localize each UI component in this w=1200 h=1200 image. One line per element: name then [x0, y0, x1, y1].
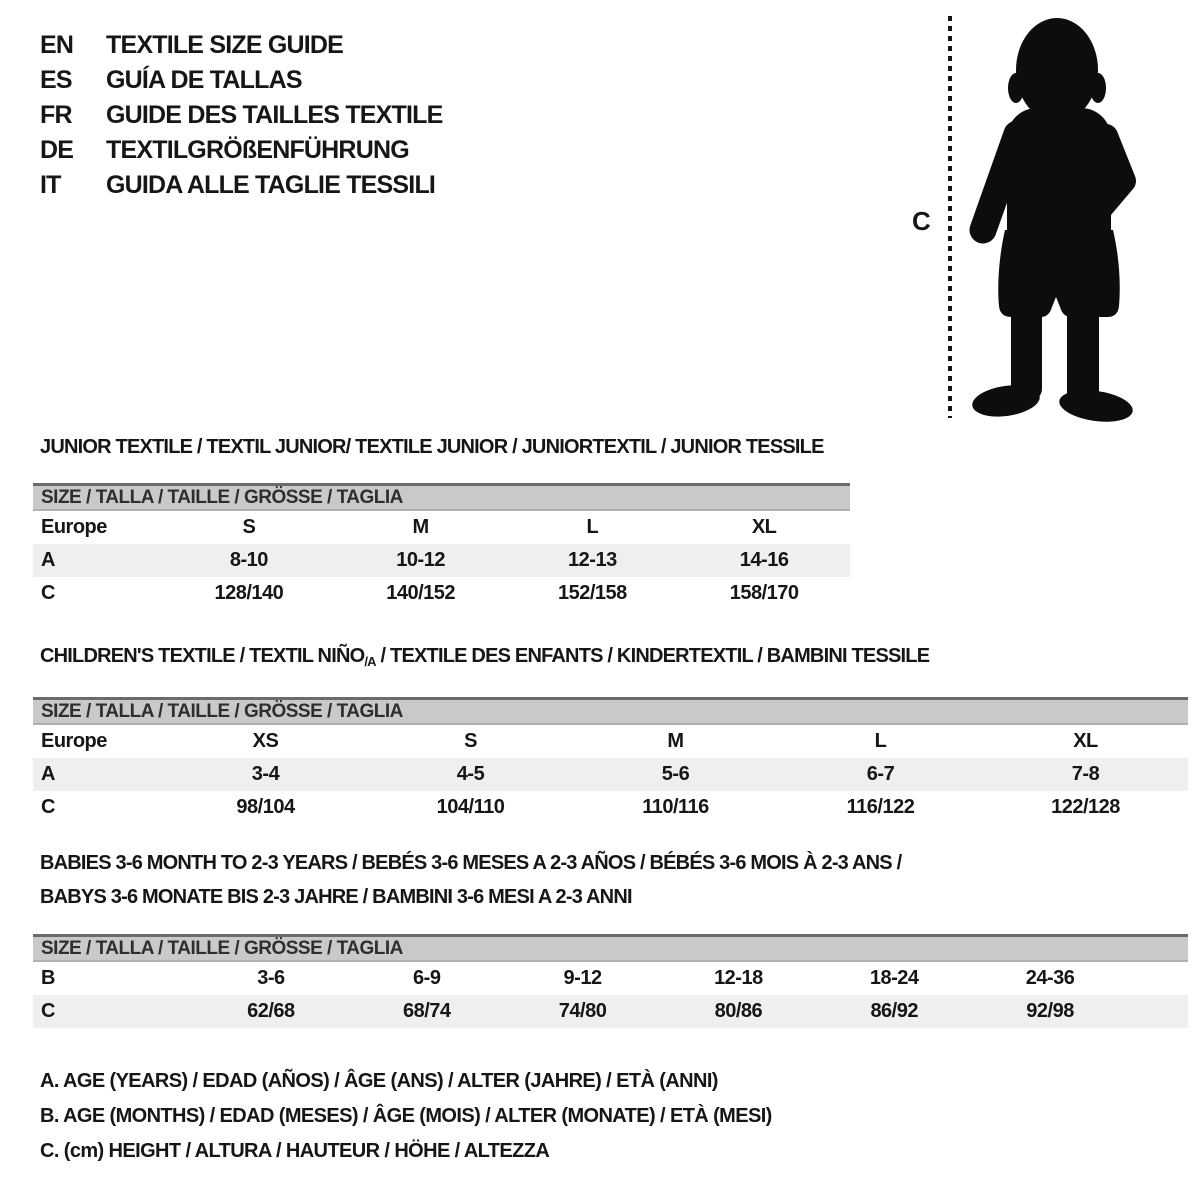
table-cell: M — [667, 730, 684, 752]
row-label: A — [41, 549, 55, 571]
table-cell: 14-16 — [739, 549, 789, 571]
language-code: DE — [40, 136, 74, 164]
table-cell: XL — [751, 516, 777, 538]
footnotes — [40, 1064, 772, 1169]
table-cell: 24-36 — [1025, 967, 1075, 989]
table-cell: 98/104 — [236, 796, 295, 818]
footnote-b: B. AGE (MONTHS) / EDAD (MESES) / ÂGE (MOIS) / ALTER (MONATE) / ETÀ (MESI) — [40, 1105, 772, 1127]
table-cell: 68/74 — [402, 1000, 451, 1022]
table-cell: S — [242, 516, 256, 538]
language-code: IT — [40, 171, 61, 199]
row-label: Europe — [41, 516, 107, 538]
language-row — [40, 98, 443, 133]
table-row — [33, 791, 1188, 824]
row-label: C — [41, 1000, 55, 1022]
language-title: GUIDA ALLE TAGLIE TESSILI — [106, 171, 436, 199]
table-cell: 158/170 — [729, 582, 799, 604]
language-row — [40, 133, 443, 168]
table-row — [33, 511, 850, 544]
language-list — [40, 28, 443, 203]
table-cell: 8-10 — [229, 549, 268, 571]
table-cell: 12-13 — [568, 549, 617, 571]
table-cell: 9-12 — [563, 967, 602, 989]
table-cell: 128/140 — [214, 582, 284, 604]
table-cell: 3-4 — [251, 763, 280, 785]
language-row — [40, 28, 443, 63]
language-code: ES — [40, 66, 72, 94]
table-cell: 86/92 — [870, 1000, 918, 1022]
table-cell: 12-18 — [714, 967, 763, 989]
row-label: C — [41, 582, 55, 604]
table-cell: 6-7 — [866, 763, 895, 785]
table-row — [33, 995, 1188, 1028]
row-label: A — [41, 763, 55, 785]
height-measure-line — [948, 16, 952, 418]
table-cell: 5-6 — [661, 763, 690, 785]
table-row — [33, 725, 1188, 758]
footnote-c: C. (cm) HEIGHT / ALTURA / HAUTEUR / HÖHE / ALTEZZA — [40, 1140, 550, 1162]
table-cell: L — [874, 730, 887, 752]
table-cell: 140/152 — [386, 582, 456, 604]
babies-heading-line2: BABYS 3-6 MONATE BIS 2-3 JAHRE / BAMBINI 3-6 MESI A 2-3 ANNI — [40, 886, 632, 908]
children-section — [33, 645, 1188, 824]
children-heading-subscript: /A — [364, 654, 376, 669]
table-cell: 122/128 — [1051, 796, 1120, 818]
height-measure-label: C — [912, 206, 931, 236]
table-cell: XL — [1073, 730, 1098, 752]
table-cell: L — [586, 516, 599, 538]
children-heading-suffix: / TEXTILE DES ENFANTS / KINDERTEXTIL / BAMBINI TESSILE — [375, 645, 930, 667]
table-cell: 10-12 — [396, 549, 445, 571]
language-title: GUÍA DE TALLAS — [106, 66, 302, 94]
table-cell: 3-6 — [257, 967, 285, 989]
babies-section — [33, 846, 1188, 1028]
table-cell: 6-9 — [413, 967, 441, 989]
table-cell: 4-5 — [456, 763, 485, 785]
table-cell: 80/86 — [714, 1000, 763, 1022]
table-row — [33, 962, 1188, 995]
children-heading-prefix: CHILDREN'S TEXTILE / TEXTIL NIÑO — [40, 645, 365, 667]
row-label: C — [41, 796, 55, 818]
language-title: GUIDE DES TAILLES TEXTILE — [106, 101, 443, 129]
row-label: Europe — [41, 730, 107, 752]
babies-heading-line1: BABIES 3-6 MONTH TO 2-3 YEARS / BEBÉS 3-6 MESES A 2-3 AÑOS / BÉBÉS 3-6 MOIS À 2-3 ANS / — [40, 852, 902, 874]
table-cell: 18-24 — [869, 967, 919, 989]
junior-heading: JUNIOR TEXTILE / TEXTIL JUNIOR/ TEXTILE JUNIOR / JUNIORTEXTIL / JUNIOR TESSILE — [40, 436, 824, 458]
table-row — [33, 758, 1188, 791]
table-cell: 62/68 — [247, 1000, 295, 1022]
table-cell: 110/116 — [642, 796, 709, 818]
table-cell: XS — [252, 730, 279, 752]
language-row — [40, 63, 443, 98]
language-row — [40, 168, 443, 203]
children-heading — [33, 645, 1188, 673]
language-code: FR — [40, 101, 72, 129]
language-title: TEXTILGRÖßENFÜHRUNG — [106, 136, 409, 164]
toddler-silhouette-icon — [955, 14, 1145, 422]
footnote-a: A. AGE (YEARS) / EDAD (AÑOS) / ÂGE (ANS) / ALTER (JAHRE) / ETÀ (ANNI) — [40, 1070, 718, 1092]
size-header-bar: SIZE / TALLA / TAILLE / GRÖSSE / TAGLIA — [33, 697, 1188, 725]
size-header-bar: SIZE / TALLA / TAILLE / GRÖSSE / TAGLIA — [33, 483, 850, 511]
table-cell: M — [412, 516, 429, 538]
size-header-bar: SIZE / TALLA / TAILLE / GRÖSSE / TAGLIA — [33, 934, 1188, 962]
table-cell: S — [464, 730, 477, 752]
table-cell: 74/80 — [558, 1000, 607, 1022]
table-row — [33, 577, 850, 610]
row-label: B — [41, 967, 55, 989]
table-cell: 7-8 — [1071, 763, 1100, 785]
table-cell: 152/158 — [557, 582, 627, 604]
table-cell: 104/110 — [436, 796, 505, 818]
language-title: TEXTILE SIZE GUIDE — [106, 31, 344, 59]
table-cell: 92/98 — [1026, 1000, 1074, 1022]
table-cell: 116/122 — [846, 796, 915, 818]
junior-section — [33, 436, 850, 610]
table-row — [33, 544, 850, 577]
language-code: EN — [40, 31, 74, 59]
